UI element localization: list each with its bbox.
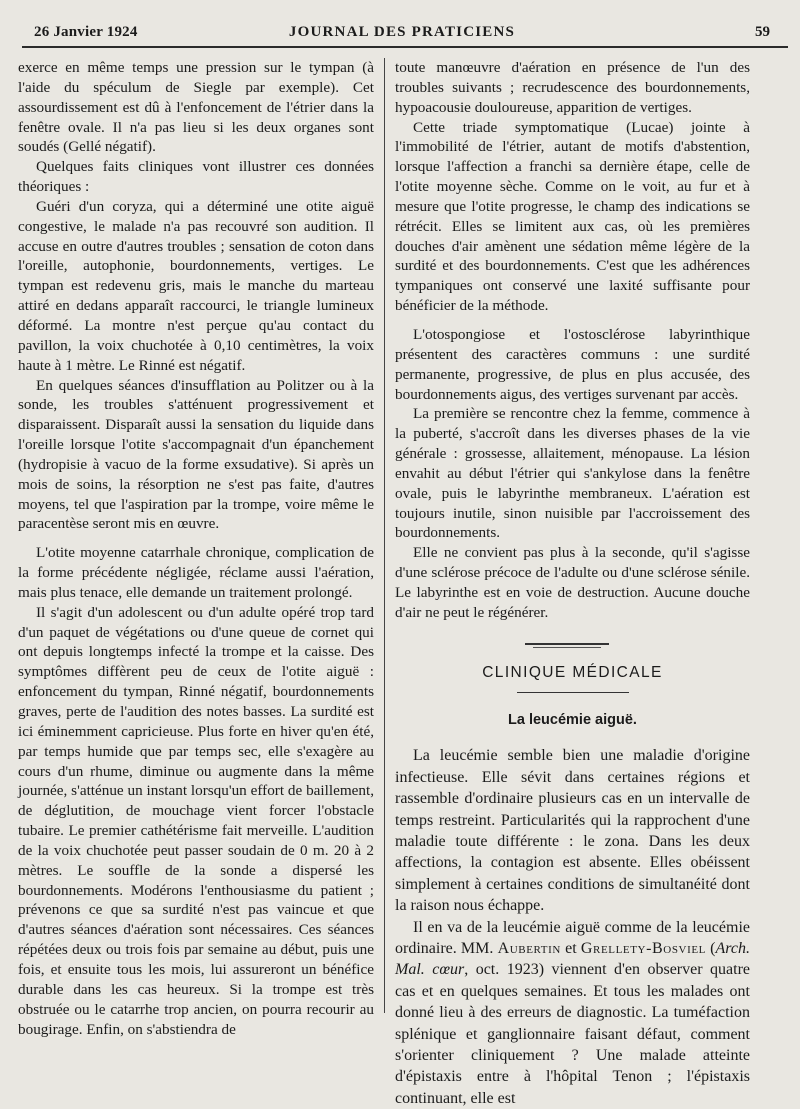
right-paragraph: La première se rencontre chez la femme, commence à la puberté, s'accroît dans les diverses phases de la vie générale : grossesse, allaitement, ménopause. La lésion envahit au début l'étrier qui s'ankylose dans la fenêtre ovale, puis le labyrinthe membraneux. L'aération est toujours inutile, sinon nuisible par l'accroissement des bourdonnements. — [395, 405, 750, 542]
authors-text: et — [560, 939, 581, 957]
article-paragraph-authors — [395, 917, 750, 1109]
section-rule — [517, 692, 629, 693]
left-paragraph: Il s'agit d'un adolescent ou d'un adulte opéré trop tard d'un paquet de végétations ou d'une queue de cornet qui ont depuis longtemps infecté la trompe et la caisse. Des symptômes diffèrent peu de ceux de l'otite aiguë : enfoncement du tympan, Rinné négatif, bourdonnements graves, perte de l'audition des notes basses. La surdité est ici éminemment capricieuse. Plus forte en hiver qu'en été, par temps humide que par temps sec, elle s'exagère au cours d'un rhume, diminue ou augmente dans la même journée, s'atténue un instant lorsqu'un effort de baillement, de déglutition, de mouchage vient forcer l'obstacle tubaire. Le premier cathétérisme fait merveille. L'audition de la voix chuchotée peut passer soudain de 0 m. 20 à 2 mètres. Le souffle de la sonde a dispersé les bourdonnements. Modérons l'enthousiasme du patient ; prévenons ce que sa surdité n'est pas vaincue et que d'autres séances d'aération sont nécessaires. Ces séances répétées deux ou trois fois par semaine au début, puis une fois, et ensuite tous les mois, lui assureront un bénéfice durable dans les cas heureux. Si la trompe est très obstruée ou le catarrhe trop ancien, on pourra recourir au bougirage. Enfin, on s'abstiendra de — [18, 603, 374, 1038]
right-column — [395, 58, 750, 1109]
column-divider — [384, 58, 385, 1013]
left-paragraph: L'otite moyenne catarrhale chronique, complication de la forme précédente négligée, réclame aussi l'aération, mais plus tenace, elle demande un traitement prolongé. — [18, 544, 374, 601]
citation-text: ( — [706, 939, 716, 957]
author-name: Aubertin — [497, 939, 561, 957]
article-body — [395, 745, 750, 1109]
left-column — [18, 58, 374, 1039]
author-name: Grellety-Bosviel — [580, 939, 706, 957]
right-paragraph: Elle ne convient pas plus à la seconde, qu'il s'agisse d'une sclérose précoce de l'adulte ou d'une sclérose sénile. Le labyrinthe est en voie de destruction. Aucune douche d'air ne peut le régénérer. — [395, 544, 750, 621]
header-journal-title: JOURNAL DES PRATICIENS — [288, 24, 516, 40]
right-paragraph: Cette triade symptomatique (Lucae) jointe à l'immobilité de l'étrier, autant de motifs d'abstention, lorsque l'affection a franchi sa dernière étape, celle de l'otite moyenne sèche. Comme on le voit, au fur et à mesure que l'otite progresse, le champ des indications se rétrécit. Elles se limitent aux cas, où les premières douches d'air amènent une sédation même légère de la surdité et des bourdonnements. C'est que les adhérences tympaniques ont conservé une laxité suffisante pour bénéficier de la méthode. — [395, 118, 750, 315]
header-date: 26 Janvier 1924 — [34, 24, 138, 40]
article-title: La leucémie aiguë. — [508, 712, 637, 729]
section-ornament — [395, 633, 750, 655]
page-header — [22, 22, 782, 46]
left-paragraph: En quelques séances d'insufflation au Politzer ou à la sonde, les troubles s'atténuent progressivement et disparaissent. Disparaît aussi la sensation du liquide dans l'oreille lorsque l'otite s'accompagnait d'un épanchement (hydropisie à vacuo de la forme exsudative). Si après un mois de soins, la résorption ne s'est pas faite, d'autres moyens, tel que l'aspiration par la trompe, voire même le paracentèse seront mis en œuvre. — [18, 376, 374, 533]
header-rule — [22, 46, 788, 48]
section-title: CLINIQUE MÉDICALE — [482, 663, 663, 681]
header-page-number: 59 — [755, 24, 770, 40]
left-paragraph: exerce en même temps une pression sur le tympan (à l'aide du spéculum de Siegle par exemple). Cet assourdissement est dû à l'enfoncement de l'étrier dans la fenêtre ovale. Il n'a pas lieu si les deux organes sont soudés (Gellé négatif). — [18, 59, 374, 156]
authors-text: Il en va de la leucémie aiguë comme de la leucémie ordinaire. MM. — [395, 918, 750, 957]
left-paragraph: Quelques faits cliniques vont illustrer ces données théoriques : — [18, 158, 374, 196]
journal-reference: Arch. Mal. cœur — [395, 939, 751, 979]
left-paragraph: Guéri d'un coryza, qui a déterminé une otite aiguë congestive, le malade n'a pas recouvré son audition. Il accuse en outre d'autres troubles ; sensation de coton dans l'oreille, autophonie, bourdonnements, vertiges. Le tympan est redevenu gris, mais le manche du marteau attiré en dedans apparaît raccourci, le triangle lumineux déformé. La montre n'est perçue qu'au contact du pavillon, la voix chuchotée à 0,10 centimètres, la voix haute à 1 mètre. Le Rinné est négatif. — [18, 197, 374, 374]
right-paragraph: L'otospongiose et l'ostosclérose labyrinthique présentent des caractères communs : une surdité permanente, progressive, de plus en plus accusée, des bourdonnements aigus, des vertiges survenant par accès. — [395, 325, 750, 403]
citation-text: , oct. 1923) viennent d'en observer quatre cas et en quelques semaines. Et tous les malades ont donné lieu à des erreurs de diagnostic. La tuméfaction splénique et ganglionnaire faisant défaut, comment s'orienter cliniquement ? Une malade atteinte d'épistaxis entre à l'hôpital Tenon ; l'épistaxis continuant, elle est — [395, 961, 750, 1107]
article-paragraph: La leucémie semble bien une maladie d'origine infectieuse. Elle sévit dans certaines régions et rassemble d'ordinaire plusieurs cas en un intervalle de temps restreint. Particularités qui la rapprochent d'une maladie toute différente : le zona. Dans les deux affections, la contagion est absente. Elles obéissent simplement à certaines conditions de simultanéité dont la raison nous échappe. — [395, 747, 750, 915]
right-paragraph: toute manœuvre d'aération en présence de l'un des troubles suivants ; recrudescence des bourdonnements, hypoacousie douloureuse, apparition de vertiges. — [395, 59, 750, 116]
